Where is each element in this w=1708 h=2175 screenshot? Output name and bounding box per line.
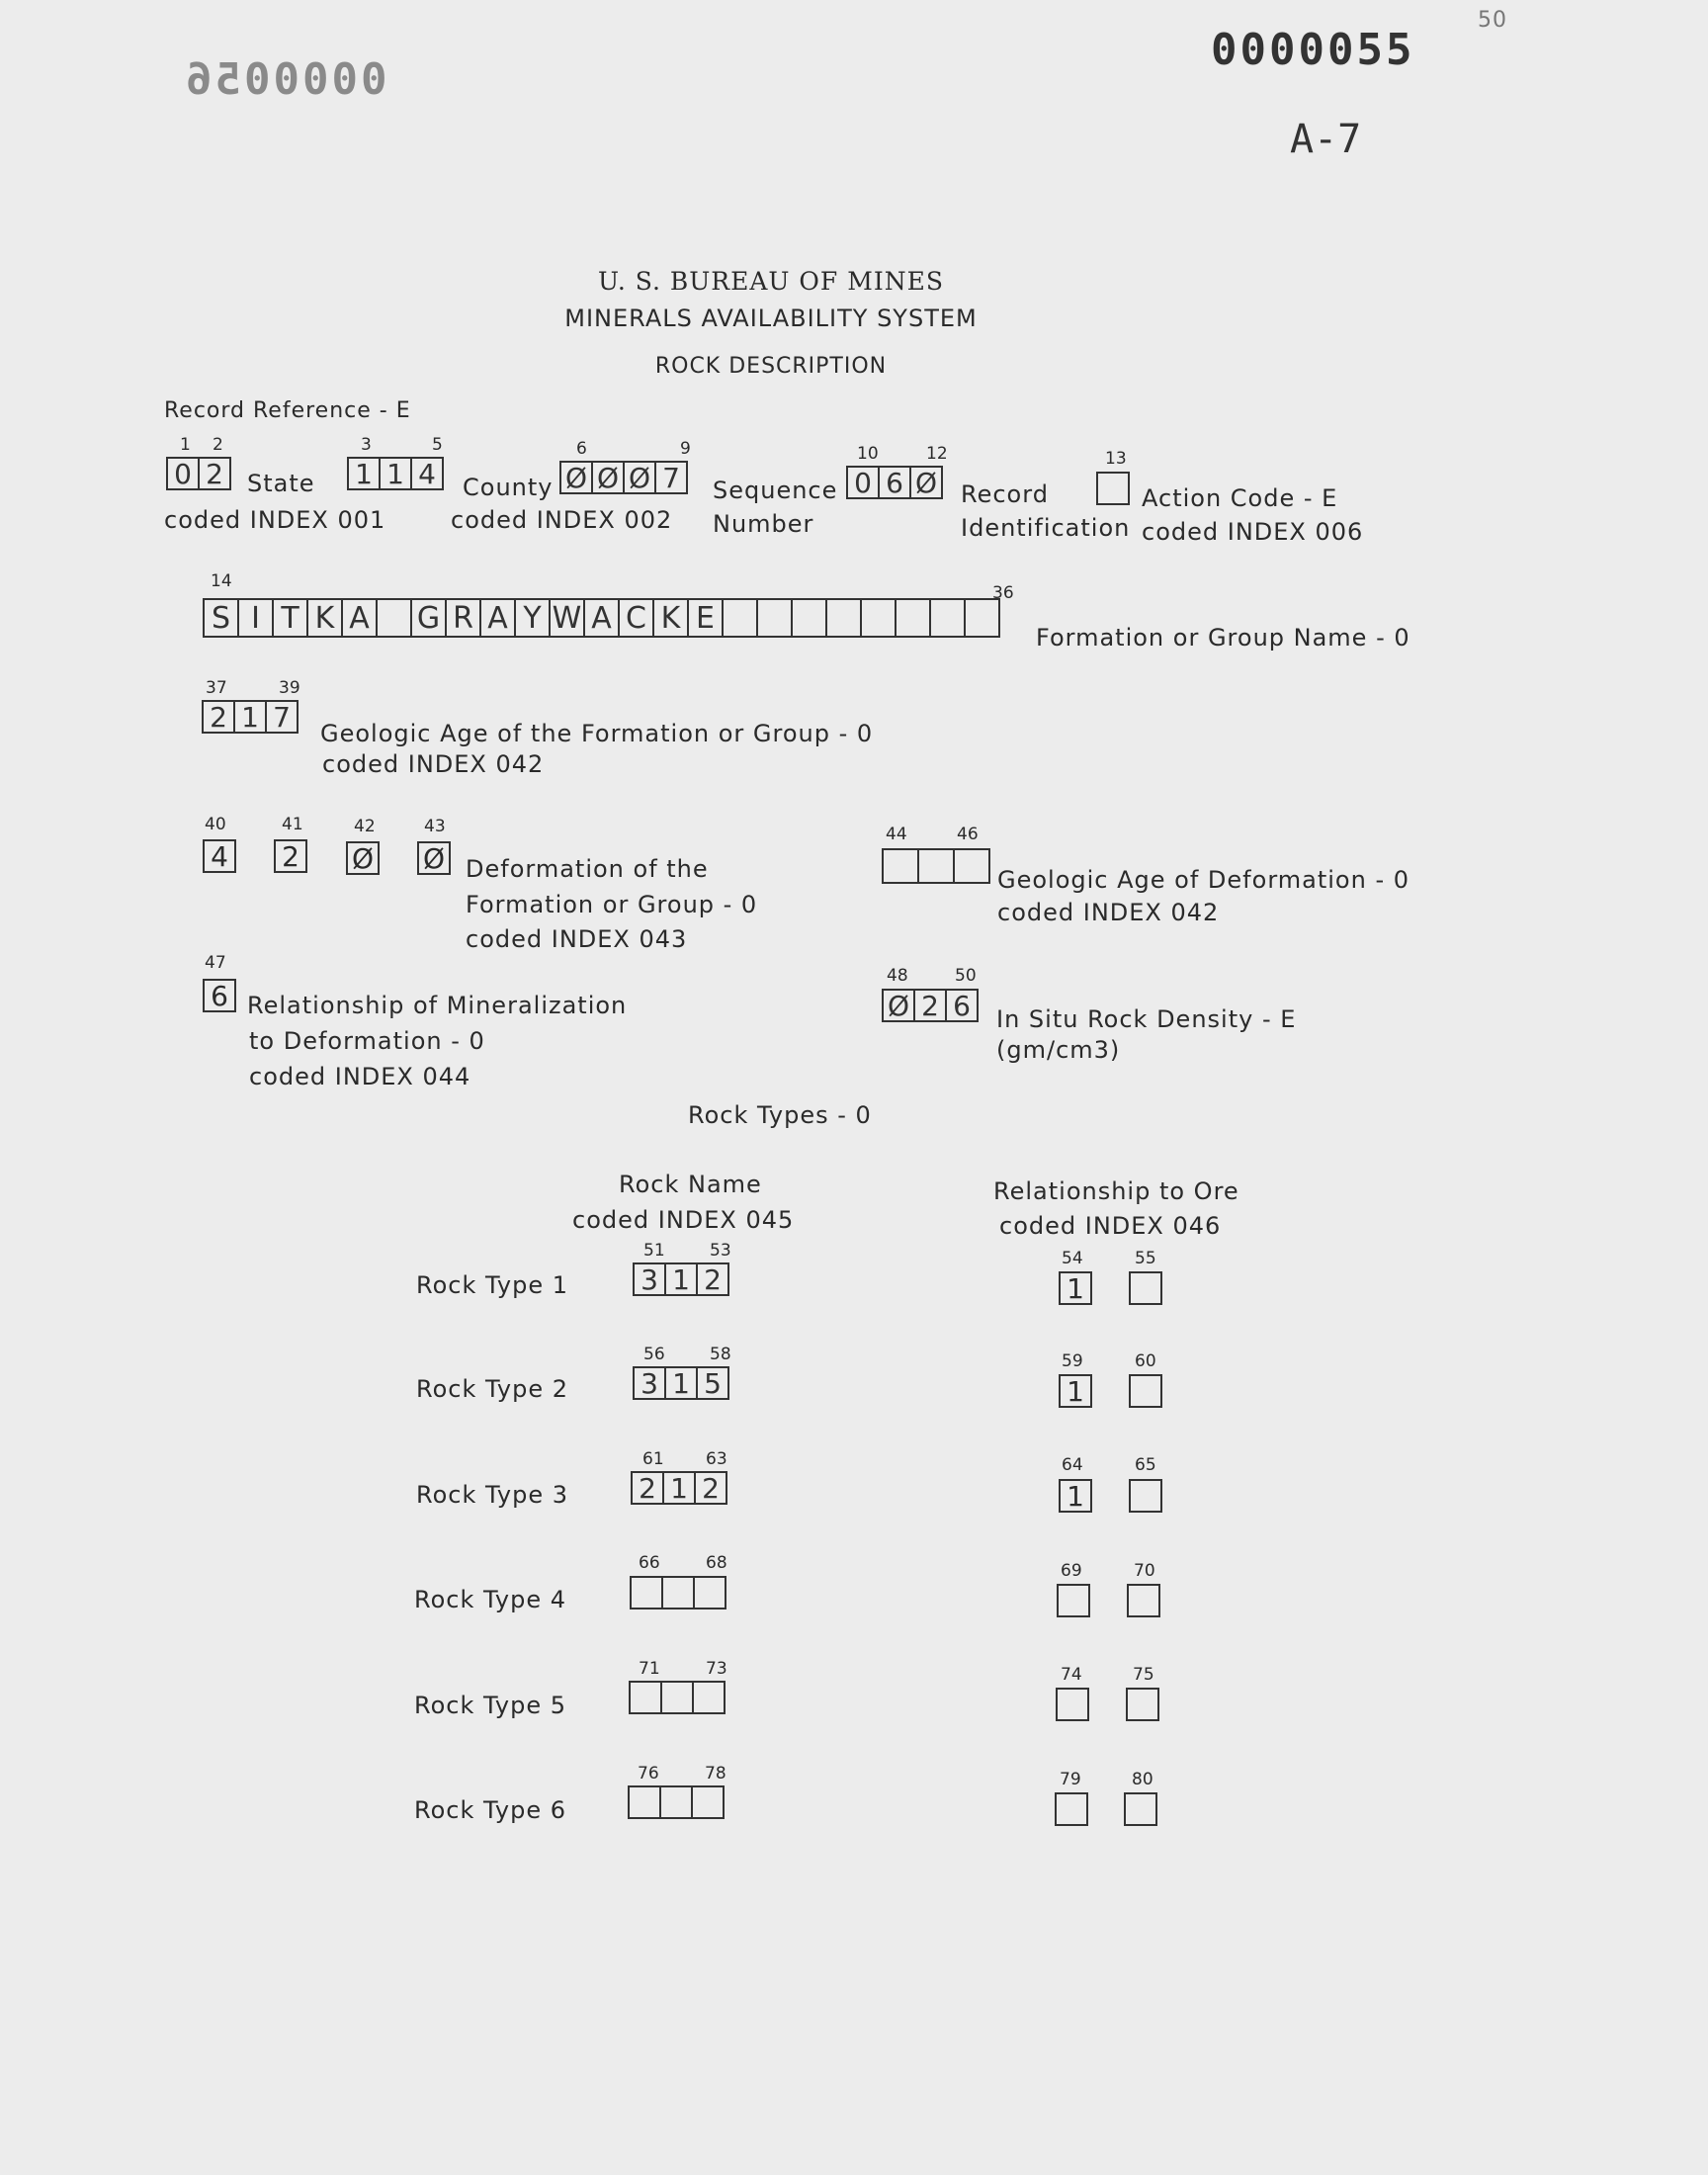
formation-letter-box[interactable]: Y (514, 598, 551, 638)
rock-name-boxes (629, 1681, 726, 1714)
geologic-age-sublabel: coded INDEX 042 (322, 750, 545, 778)
formation-letter-box[interactable]: G (410, 598, 447, 638)
col-num-10: 10 (857, 444, 879, 464)
col-num-51: 51 (643, 1241, 665, 1261)
relationship-header: Relationship to Ore (993, 1177, 1239, 1205)
relationship-box[interactable]: 1 (1059, 1374, 1092, 1408)
formation-letter-box[interactable] (929, 598, 966, 638)
col-num-53: 53 (710, 1241, 731, 1261)
formation-letter-box[interactable] (964, 598, 1000, 638)
col-num-63: 63 (706, 1449, 727, 1469)
mineralization-sublabel: coded INDEX 044 (249, 1063, 471, 1090)
rock-name-box[interactable]: 5 (696, 1366, 729, 1400)
record-id-sublabel: Identification (961, 514, 1131, 542)
relationship-box[interactable] (1129, 1271, 1162, 1305)
deformation-sublabel: coded INDEX 043 (466, 925, 688, 953)
col-num-80: 80 (1132, 1770, 1153, 1789)
record-id-box[interactable]: 0 (846, 466, 880, 499)
col-num-41: 41 (282, 815, 303, 834)
col-num-5: 5 (432, 435, 443, 455)
deformation-age-box[interactable] (882, 848, 919, 884)
col-num-6: 6 (576, 439, 587, 459)
col-num-9: 9 (680, 439, 691, 459)
col-num-37: 37 (206, 678, 227, 698)
rock-name-subheader: coded INDEX 045 (572, 1206, 795, 1234)
col-num-73: 73 (706, 1659, 727, 1679)
formation-letter-box[interactable]: K (652, 598, 689, 638)
rock-name-boxes (630, 1576, 726, 1610)
col-num-79: 79 (1060, 1770, 1081, 1789)
col-num-61: 61 (642, 1449, 664, 1469)
rock-name-box[interactable]: 2 (694, 1471, 727, 1505)
formation-letter-box[interactable]: W (549, 598, 585, 638)
state-code-boxes (166, 457, 231, 490)
document-number: 0000055 (1211, 25, 1415, 75)
state-box[interactable]: 2 (198, 457, 231, 490)
sequence-sublabel: Number (713, 510, 814, 538)
formation-letter-box[interactable]: S (203, 598, 239, 638)
relationship-box[interactable] (1126, 1688, 1159, 1721)
formation-letter-box[interactable] (895, 598, 931, 638)
agency-title: U. S. BUREAU OF MINES (598, 267, 944, 296)
rock-name-box[interactable] (660, 1681, 694, 1714)
rock-name-box[interactable]: 1 (664, 1262, 698, 1296)
sequence-box[interactable]: Ø (559, 461, 593, 494)
sequence-boxes (559, 461, 688, 494)
relationship-subheader: coded INDEX 046 (999, 1212, 1222, 1240)
state-box[interactable]: 0 (166, 457, 200, 490)
col-num-66: 66 (639, 1553, 660, 1573)
col-num-78: 78 (705, 1764, 726, 1784)
deformation-box-43[interactable]: Ø (417, 841, 451, 875)
geologic-age-box[interactable]: 7 (265, 700, 299, 734)
formation-letter-box[interactable]: I (237, 598, 274, 638)
density-boxes (882, 989, 979, 1022)
formation-letter-box[interactable] (860, 598, 897, 638)
rock-name-box[interactable]: 1 (662, 1471, 696, 1505)
col-num-13: 13 (1105, 449, 1127, 469)
rock-name-box[interactable] (628, 1785, 661, 1819)
relationship-box[interactable] (1056, 1688, 1089, 1721)
rock-types-title: Rock Types - 0 (688, 1101, 872, 1129)
rock-name-box[interactable]: 3 (633, 1262, 666, 1296)
action-code-box[interactable] (1096, 472, 1130, 505)
rock-name-boxes (631, 1471, 727, 1505)
sequence-box[interactable]: Ø (591, 461, 625, 494)
county-code-boxes (347, 457, 444, 490)
col-num-1: 1 (180, 435, 191, 455)
rock-type-label: Rock Type 4 (414, 1586, 567, 1613)
col-num-54: 54 (1062, 1249, 1083, 1268)
deformation-box-40[interactable]: 4 (203, 839, 236, 873)
col-num-43: 43 (424, 817, 446, 836)
mineralization-box[interactable]: 6 (203, 979, 236, 1012)
geologic-age-box[interactable]: 1 (233, 700, 267, 734)
record-id-box[interactable]: Ø (909, 466, 943, 499)
col-num-70: 70 (1134, 1561, 1155, 1581)
col-num-14: 14 (211, 571, 232, 591)
rock-name-boxes (628, 1785, 725, 1819)
col-num-65: 65 (1135, 1455, 1156, 1475)
formation-letter-box[interactable] (756, 598, 793, 638)
deformation-label: Deformation of the (466, 855, 709, 883)
formation-letter-box[interactable]: T (272, 598, 308, 638)
county-sublabel: coded INDEX 002 (451, 506, 673, 534)
formation-letter-box[interactable]: C (618, 598, 654, 638)
rock-name-box[interactable]: 2 (631, 1471, 664, 1505)
col-num-68: 68 (706, 1553, 727, 1573)
record-id-box[interactable]: 6 (878, 466, 911, 499)
mineralization-label-2: to Deformation - 0 (249, 1027, 485, 1055)
col-num-74: 74 (1061, 1665, 1082, 1685)
formation-letter-box[interactable]: K (306, 598, 343, 638)
corner-note: 50 (1478, 8, 1507, 33)
col-num-44: 44 (886, 825, 907, 844)
col-num-2: 2 (213, 435, 223, 455)
state-label: State (247, 470, 315, 497)
relationship-box[interactable] (1129, 1374, 1162, 1408)
record-id-label: Record (961, 480, 1049, 508)
density-box[interactable]: 2 (913, 989, 947, 1022)
col-num-56: 56 (643, 1345, 665, 1364)
formation-letter-box[interactable]: A (583, 598, 620, 638)
rock-name-box[interactable]: 3 (633, 1366, 666, 1400)
formation-letter-box[interactable]: E (687, 598, 724, 638)
formation-letter-box[interactable] (791, 598, 827, 638)
formation-letter-box[interactable] (722, 598, 758, 638)
col-num-64: 64 (1062, 1455, 1083, 1475)
geologic-age-box[interactable]: 2 (202, 700, 235, 734)
formation-letter-box[interactable]: A (341, 598, 378, 638)
col-num-42: 42 (354, 817, 376, 836)
col-num-55: 55 (1135, 1249, 1156, 1268)
form-title: ROCK DESCRIPTION (654, 354, 888, 379)
col-num-58: 58 (710, 1345, 731, 1364)
page-ref: A-7 (1290, 117, 1362, 162)
relationship-box[interactable]: 1 (1059, 1479, 1092, 1513)
col-num-50: 50 (955, 966, 977, 986)
county-box[interactable]: 4 (410, 457, 444, 490)
col-num-75: 75 (1133, 1665, 1154, 1685)
sequence-box[interactable]: 7 (654, 461, 688, 494)
relationship-box[interactable] (1127, 1584, 1160, 1617)
formation-name-label: Formation or Group Name - 0 (1036, 624, 1410, 652)
col-num-47: 47 (205, 953, 226, 973)
density-unit: (gm/cm3) (996, 1036, 1121, 1064)
formation-letter-box[interactable] (376, 598, 412, 638)
relationship-box[interactable]: 1 (1059, 1271, 1092, 1305)
mineralization-label: Relationship of Mineralization (247, 992, 628, 1019)
action-code-sublabel: coded INDEX 006 (1142, 518, 1364, 546)
col-num-76: 76 (638, 1764, 659, 1784)
col-num-71: 71 (639, 1659, 660, 1679)
col-num-48: 48 (887, 966, 908, 986)
rock-name-boxes (633, 1262, 729, 1296)
rock-name-box[interactable] (630, 1576, 663, 1610)
rock-name-box[interactable] (629, 1681, 662, 1714)
record-reference-label: Record Reference - E (164, 398, 411, 423)
sequence-label: Sequence (713, 477, 838, 504)
rock-name-box[interactable] (692, 1681, 726, 1714)
col-num-46: 46 (957, 825, 979, 844)
bleed-through-number: 0000056 (183, 54, 387, 105)
rock-name-box[interactable] (691, 1785, 725, 1819)
sequence-box[interactable]: Ø (623, 461, 656, 494)
rock-type-label: Rock Type 5 (414, 1692, 567, 1719)
col-num-36: 36 (992, 583, 1014, 603)
relationship-box[interactable] (1057, 1584, 1090, 1617)
deformation-age-sublabel: coded INDEX 042 (997, 899, 1220, 926)
deformation-age-box[interactable] (953, 848, 990, 884)
formation-letter-box[interactable]: A (479, 598, 516, 638)
density-box[interactable]: 6 (945, 989, 979, 1022)
formation-letter-box[interactable] (825, 598, 862, 638)
rock-type-label: Rock Type 1 (416, 1271, 569, 1299)
system-title: MINERALS AVAILABILITY SYSTEM (564, 304, 978, 332)
relationship-box[interactable] (1129, 1479, 1162, 1513)
col-num-40: 40 (205, 815, 226, 834)
geologic-age-label: Geologic Age of the Formation or Group - 0 (320, 720, 874, 747)
action-code-label: Action Code - E (1142, 484, 1338, 512)
deformation-age-box[interactable] (917, 848, 955, 884)
county-box[interactable]: 1 (347, 457, 381, 490)
state-sublabel: coded INDEX 001 (164, 506, 386, 534)
geologic-age-boxes (202, 700, 299, 734)
formation-letter-box[interactable]: R (445, 598, 481, 638)
county-box[interactable]: 1 (379, 457, 412, 490)
col-num-60: 60 (1135, 1351, 1156, 1371)
rock-type-label: Rock Type 2 (416, 1375, 569, 1403)
record-id-boxes (846, 466, 943, 499)
county-label: County (463, 474, 554, 501)
relationship-box[interactable] (1124, 1792, 1157, 1826)
density-label: In Situ Rock Density - E (996, 1005, 1297, 1033)
rock-type-label: Rock Type 3 (416, 1481, 569, 1509)
rock-name-header: Rock Name (619, 1171, 762, 1198)
deformation-box-42[interactable]: Ø (346, 841, 380, 875)
rock-name-box[interactable] (661, 1576, 695, 1610)
rock-name-boxes (633, 1366, 729, 1400)
rock-name-box[interactable]: 1 (664, 1366, 698, 1400)
relationship-box[interactable] (1055, 1792, 1088, 1826)
rock-name-box[interactable] (659, 1785, 693, 1819)
col-num-39: 39 (279, 678, 300, 698)
density-box[interactable]: Ø (882, 989, 915, 1022)
deformation-box-41[interactable]: 2 (274, 839, 307, 873)
col-num-3: 3 (361, 435, 372, 455)
col-num-12: 12 (926, 444, 948, 464)
col-num-69: 69 (1061, 1561, 1082, 1581)
deformation-age-label: Geologic Age of Deformation - 0 (997, 866, 1410, 894)
deformation-age-boxes (882, 848, 990, 884)
formation-name-boxes (203, 598, 1000, 638)
rock-name-box[interactable]: 2 (696, 1262, 729, 1296)
rock-type-label: Rock Type 6 (414, 1796, 567, 1824)
rock-name-box[interactable] (693, 1576, 726, 1610)
deformation-label-2: Formation or Group - 0 (466, 891, 758, 918)
col-num-59: 59 (1062, 1351, 1083, 1371)
